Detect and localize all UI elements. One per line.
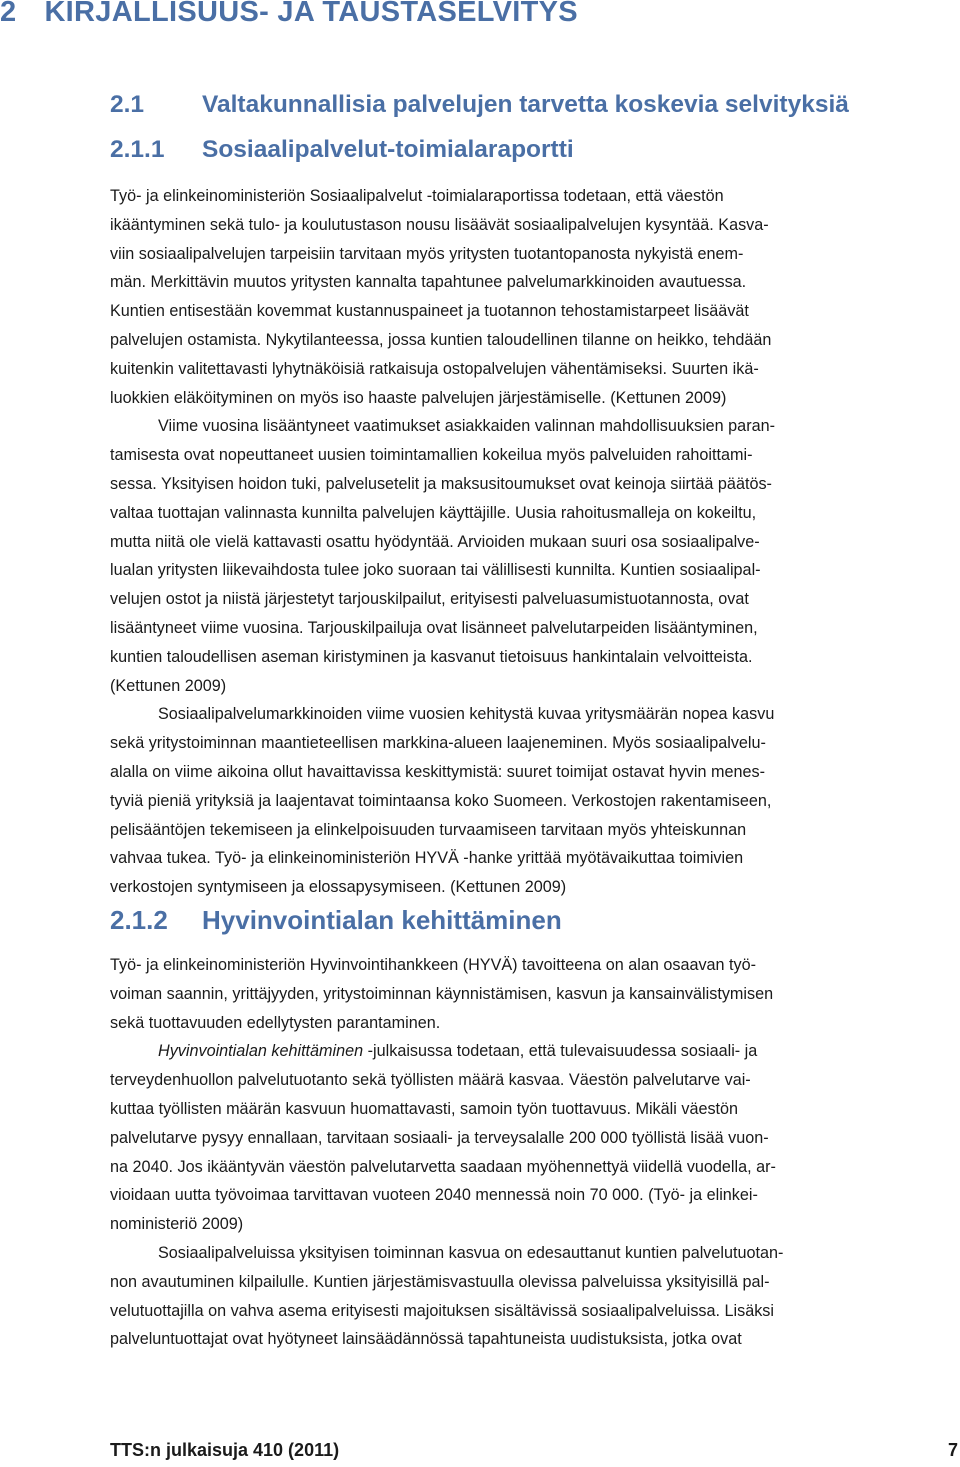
text-line: valtaa tuottajan valinnasta kunnilta palvelujen käyttäjille. Uusia rahoitusmalleja on kokeiltu, <box>110 503 757 522</box>
publication-info: TTS:n julkaisuja 410 (2011) <box>110 1440 340 1460</box>
publication-title: Hyvinvointialan kehittäminen <box>158 1042 364 1061</box>
text-line: sekä yritystoiminnan maantieteellisen markkina-alueen laajeneminen. Myös sosiaalipalvelu- <box>110 734 766 753</box>
section-2-1-1-body <box>110 182 960 902</box>
text-line <box>110 1239 960 1268</box>
paragraph-start: Sosiaalipalvelumarkkinoiden viime vuosien kehitystä kuvaa yritysmäärän nopea kasvu <box>158 705 775 724</box>
text-line: voiman saannin, yrittäjyyden, yritystoiminnan käynnistämisen, kasvun ja kansainvälistymisen <box>110 984 774 1003</box>
section-number: 2.1 <box>110 91 145 118</box>
paragraph-start: Viime vuosina lisääntyneet vaatimukset asiakkaiden valinnan mahdollisuuksien paran- <box>158 417 775 436</box>
section-heading-2-1-1 <box>110 136 574 164</box>
text-line-rest: -julkaisussa todetaan, että tulevaisuudessa sosiaali- ja <box>363 1042 758 1061</box>
chapter-number: 2 <box>0 0 17 28</box>
section-number: 2.1.1 <box>110 136 165 163</box>
text-line: Kuntien entisestään kovemmat kustannuspaineet ja tuotannon tehostamistarpeet lisäävät <box>110 302 749 321</box>
section-2-1-2-body <box>110 951 960 1354</box>
text-line: palvelutarve pysyy ennallaan, tarvitaan sosiaali- ja terveysalalle 200 000 työllistä lisää vuon- <box>110 1128 769 1147</box>
text-line: vioidaan uutta työvoimaa tarvittavan vuoteen 2040 mennessä noin 70 000. (Työ- ja elinkei- <box>110 1186 758 1205</box>
text-line: kuttaa työllisten määrän kasvuun huomattavasti, samoin työn tuottavuus. Mikäli väestön <box>110 1099 739 1118</box>
text-line: sekä tuottavuuden edellytysten parantaminen. <box>110 1013 441 1032</box>
text-line: tyviä pieniä yrityksiä ja laajentavat toimintaansa koko Suomeen. Verkostojen rakentamiseen, <box>110 791 772 810</box>
text-line: lualan yritysten liikevaihdosta tulee joko suoraan tai välillisesti kunnilta. Kuntien sosiaalipal- <box>110 561 761 580</box>
text-line: alalla on viime aikoina ollut havaittavissa keskittymistä: suuret toimijat ostavat hyvin menes- <box>110 762 765 781</box>
text-line: velujen ostot ja niistä järjestetyt tarjouskilpailut, erityisesti palveluasumistuotannosta, ovat <box>110 590 749 609</box>
text-line: verkostojen syntymiseen ja elossapysymiseen. (Kettunen 2009) <box>110 878 567 897</box>
page-footer <box>110 1440 960 1461</box>
section-title: Valtakunnallisia palvelujen tarvetta koskevia selvityksiä <box>202 91 849 118</box>
text-line: tamisesta ovat nopeuttaneet uusien toimintamallien kokeilua myös palveluiden rahoittami- <box>110 446 753 465</box>
text-line <box>110 700 960 729</box>
text-line: palvelujen ostamista. Nykytilanteessa, jossa kuntien taloudellinen tilanne on heikko, tehdään <box>110 330 772 349</box>
text-line: pelisääntöjen tekemiseen ja elinkelpoisuuden turvaamiseen tarvitaan myös yhteiskunnan <box>110 820 747 839</box>
section-number: 2.1.2 <box>110 905 168 935</box>
text-line: velutuottajilla on vahva asema erityisesti majoituksen sisältävissä sosiaalipalveluissa. Lisäksi <box>110 1301 774 1320</box>
text-line: Työ- ja elinkeinoministeriön Hyvinvointihankkeen (HYVÄ) tavoitteena on alan osaavan työ- <box>110 956 757 974</box>
text-line <box>110 412 960 441</box>
text-line: sessa. Yksityisen hoidon tuki, palvelusetelit ja maksusitoumukset ovat keinoja siirtää päätös- <box>110 474 772 493</box>
text-line: Työ- ja elinkeinoministeriön Sosiaalipalvelut -toimialaraportissa todetaan, että väestön <box>110 187 724 205</box>
text-line: mutta niitä ole vielä kattavasti osattu hyödyntää. Arvioiden mukaan suuri osa sosiaalipalve- <box>110 532 760 551</box>
text-line: palveluntuottajat ovat hyötyneet lainsäädännössä tapahtuneista uudistuksista, jotka ovat <box>110 1330 742 1349</box>
text-line: terveydenhuollon palvelutuotanto sekä työllisten määrä kasvaa. Väestön palvelutarve vai- <box>110 1071 751 1090</box>
text-line: män. Merkittävin muutos yritysten kannalta tapahtunee palvelumarkkinoiden avautuessa. <box>110 273 747 292</box>
section-title: Sosiaalipalvelut-toimialaraportti <box>202 136 574 163</box>
text-line: kuitenkin valitettavasti lyhytnäköisiä ratkaisuja ostopalvelujen vähentämiseksi. Suurten ikä- <box>110 359 759 378</box>
text-line: lisääntyneet viime vuosina. Tarjouskilpailuja ovat lisänneet palvelutarpeiden lisääntyminen, <box>110 618 758 637</box>
chapter-heading <box>0 0 578 29</box>
text-line: kuntien taloudellisen aseman kiristyminen ja kasvanut tietoisuus hankintalain velvoitteista. <box>110 647 753 666</box>
text-line: (Kettunen 2009) <box>110 676 227 695</box>
text-line <box>110 1037 960 1066</box>
text-line: noministeriö 2009) <box>110 1215 244 1234</box>
text-line: luokkien eläköityminen on myös iso haaste palvelujen järjestämiselle. (Kettunen 2009) <box>110 388 727 407</box>
section-heading-2-1 <box>110 91 849 119</box>
paragraph-start: Sosiaalipalveluissa yksityisen toiminnan kasvua on edesauttanut kuntien palvelutuotan- <box>158 1243 784 1262</box>
section-heading-2-1-2 <box>110 905 562 936</box>
text-line: vahvaa tukea. Työ- ja elinkeinoministeriön HYVÄ -hanke yrittää myötävaikuttaa toimivien <box>110 849 744 868</box>
text-line: viin sosiaalipalvelujen tarpeisiin tarvitaan myös yritysten tuotantopanosta nykyistä enem- <box>110 244 744 263</box>
text-line: na 2040. Jos ikääntyvän väestön palvelutarvetta saadaan myöhennettyä viidellä vuodella, ar- <box>110 1157 776 1176</box>
chapter-title: KIRJALLISUUS- JA TAUSTASELVITYS <box>44 0 578 28</box>
page-number: 7 <box>947 1440 958 1460</box>
section-title: Hyvinvointialan kehittäminen <box>202 905 562 935</box>
text-line: non avautuminen kilpailulle. Kuntien järjestämisvastuulla olevissa palveluissa yksityisillä pal- <box>110 1272 770 1291</box>
text-line: ikääntyminen sekä tulo- ja koulutustason nousu lisäävät sosiaalipalvelujen kysyntää. Kasva- <box>110 215 769 234</box>
